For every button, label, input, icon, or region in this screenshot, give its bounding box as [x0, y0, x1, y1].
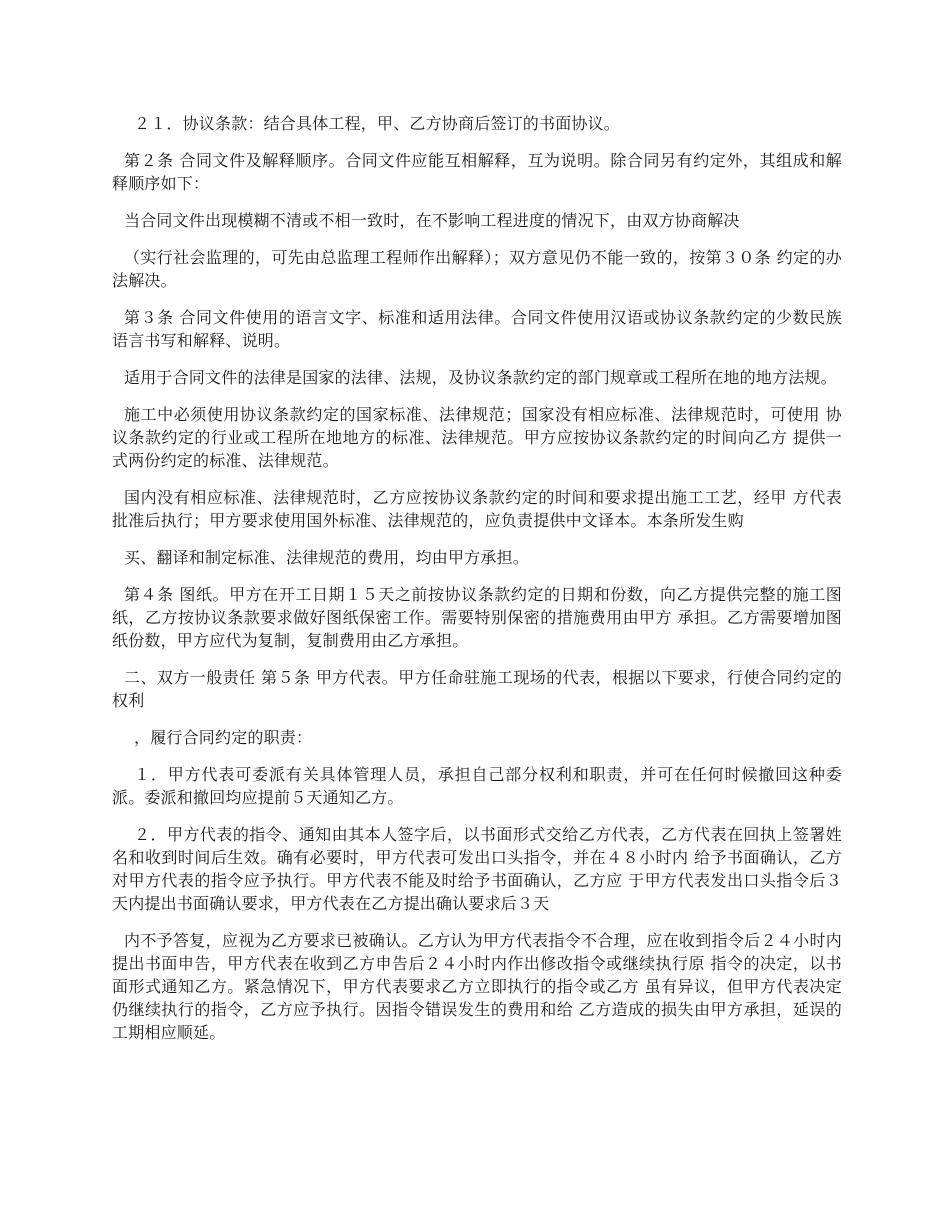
paragraph-article-4: 第４条 图纸。甲方在开工日期１５天之前按协议条款约定的日期和份数，向乙方提供完整的施工图纸，乙方按协议条款要求做好图纸保密工作。需要特别保密的措施费用由甲方 承担。乙方需要增加图纸份数，甲方应代为复制，复制费用由乙方承担。 — [112, 585, 842, 650]
paragraph-item-1: １．甲方代表可委派有关具体管理人员，承担自己部分权利和职责，并可在任何时候撤回这种委派。委派和撤回均应提前５天通知乙方。 — [112, 765, 842, 807]
paragraph-article-5: 二、双方一般责任 第５条 甲方代表。甲方任命驻施工现场的代表，根据以下要求，行使合同约定的权利 — [112, 668, 842, 710]
paragraph-response: 内不予答复，应视为乙方要求已被确认。乙方认为甲方代表指令不合理，应在收到指令后２４小时内提出书面申告，甲方代表在收到乙方申告后２４小时内作出修改指令或继续执行原 指令的决定，以书面形式通知乙方。紧急情况下，甲方代表要求乙方立即执行的指令或乙方 虽有异议，但甲方代表决定仍继续执行的指令，乙方应予执行。因指令错误发生的费用和给 乙方造成的损失由甲方承担，延误的工期相应顺延。 — [112, 931, 842, 1042]
paragraph-article-3: 第３条 合同文件使用的语言文字、标准和适用法律。合同文件使用汉语或协议条款约定的少数民族语言书写和解释、说明。 — [112, 308, 842, 350]
paragraph-agreement-terms: ２１．协议条款：结合具体工程，甲、乙方协商后签订的书面协议。 — [134, 114, 621, 133]
paragraph-standards-cost: 买、翻译和制定标准、法律规范的费用，均由甲方承担。 — [124, 548, 530, 567]
paragraph-ambiguity: 当合同文件出现模糊不清或不相一致时，在不影响工程进度的情况下，由双方协商解决 — [124, 211, 740, 230]
paragraph-article-2: 第２条 合同文件及解释顺序。合同文件应能互相解释，互为说明。除合同另有约定外，其组成和解释顺序如下： — [112, 151, 842, 193]
paragraph-applicable-law: 适用于合同文件的法律是国家的法律、法规，及协议条款约定的部门规章或工程所在地的地方法规。 — [124, 368, 837, 387]
paragraph-item-2: ２．甲方代表的指令、通知由其本人签字后，以书面形式交给乙方代表，乙方代表在回执上签署姓名和收到时间后生效。确有必要时，甲方代表可发出口头指令，并在４８小时内 给予书面确认，乙方对甲方代表的指令应予执行。甲方代表不能及时给予书面确认，乙方应 于甲方代表发出口头指令后３天内提出书面确认要求，甲方代表在乙方提出确认要求后３天 — [112, 825, 842, 913]
paragraph-duties: ，履行合同约定的职责： — [134, 728, 313, 747]
document-body — [112, 112, 842, 1058]
paragraph-supervision: （实行社会监理的，可先由总监理工程师作出解释）；双方意见仍不能一致的，按第３０条 约定的办法解决。 — [112, 248, 842, 290]
paragraph-domestic-standards: 国内没有相应标准、法律规范时，乙方应按协议条款约定的时间和要求提出施工工艺，经甲 方代表批准后执行；甲方要求使用国外标准、法律规范的，应负责提供中文译本。本条所发生购 — [112, 488, 842, 530]
paragraph-standards: 施工中必须使用协议条款约定的国家标准、法律规范；国家没有相应标准、法律规范时，可使用 协议条款约定的行业或工程所在地地方的标准、法律规范。甲方应按协议条款约定的时间向乙方 提供一式两份约定的标准、法律规范。 — [112, 405, 842, 470]
